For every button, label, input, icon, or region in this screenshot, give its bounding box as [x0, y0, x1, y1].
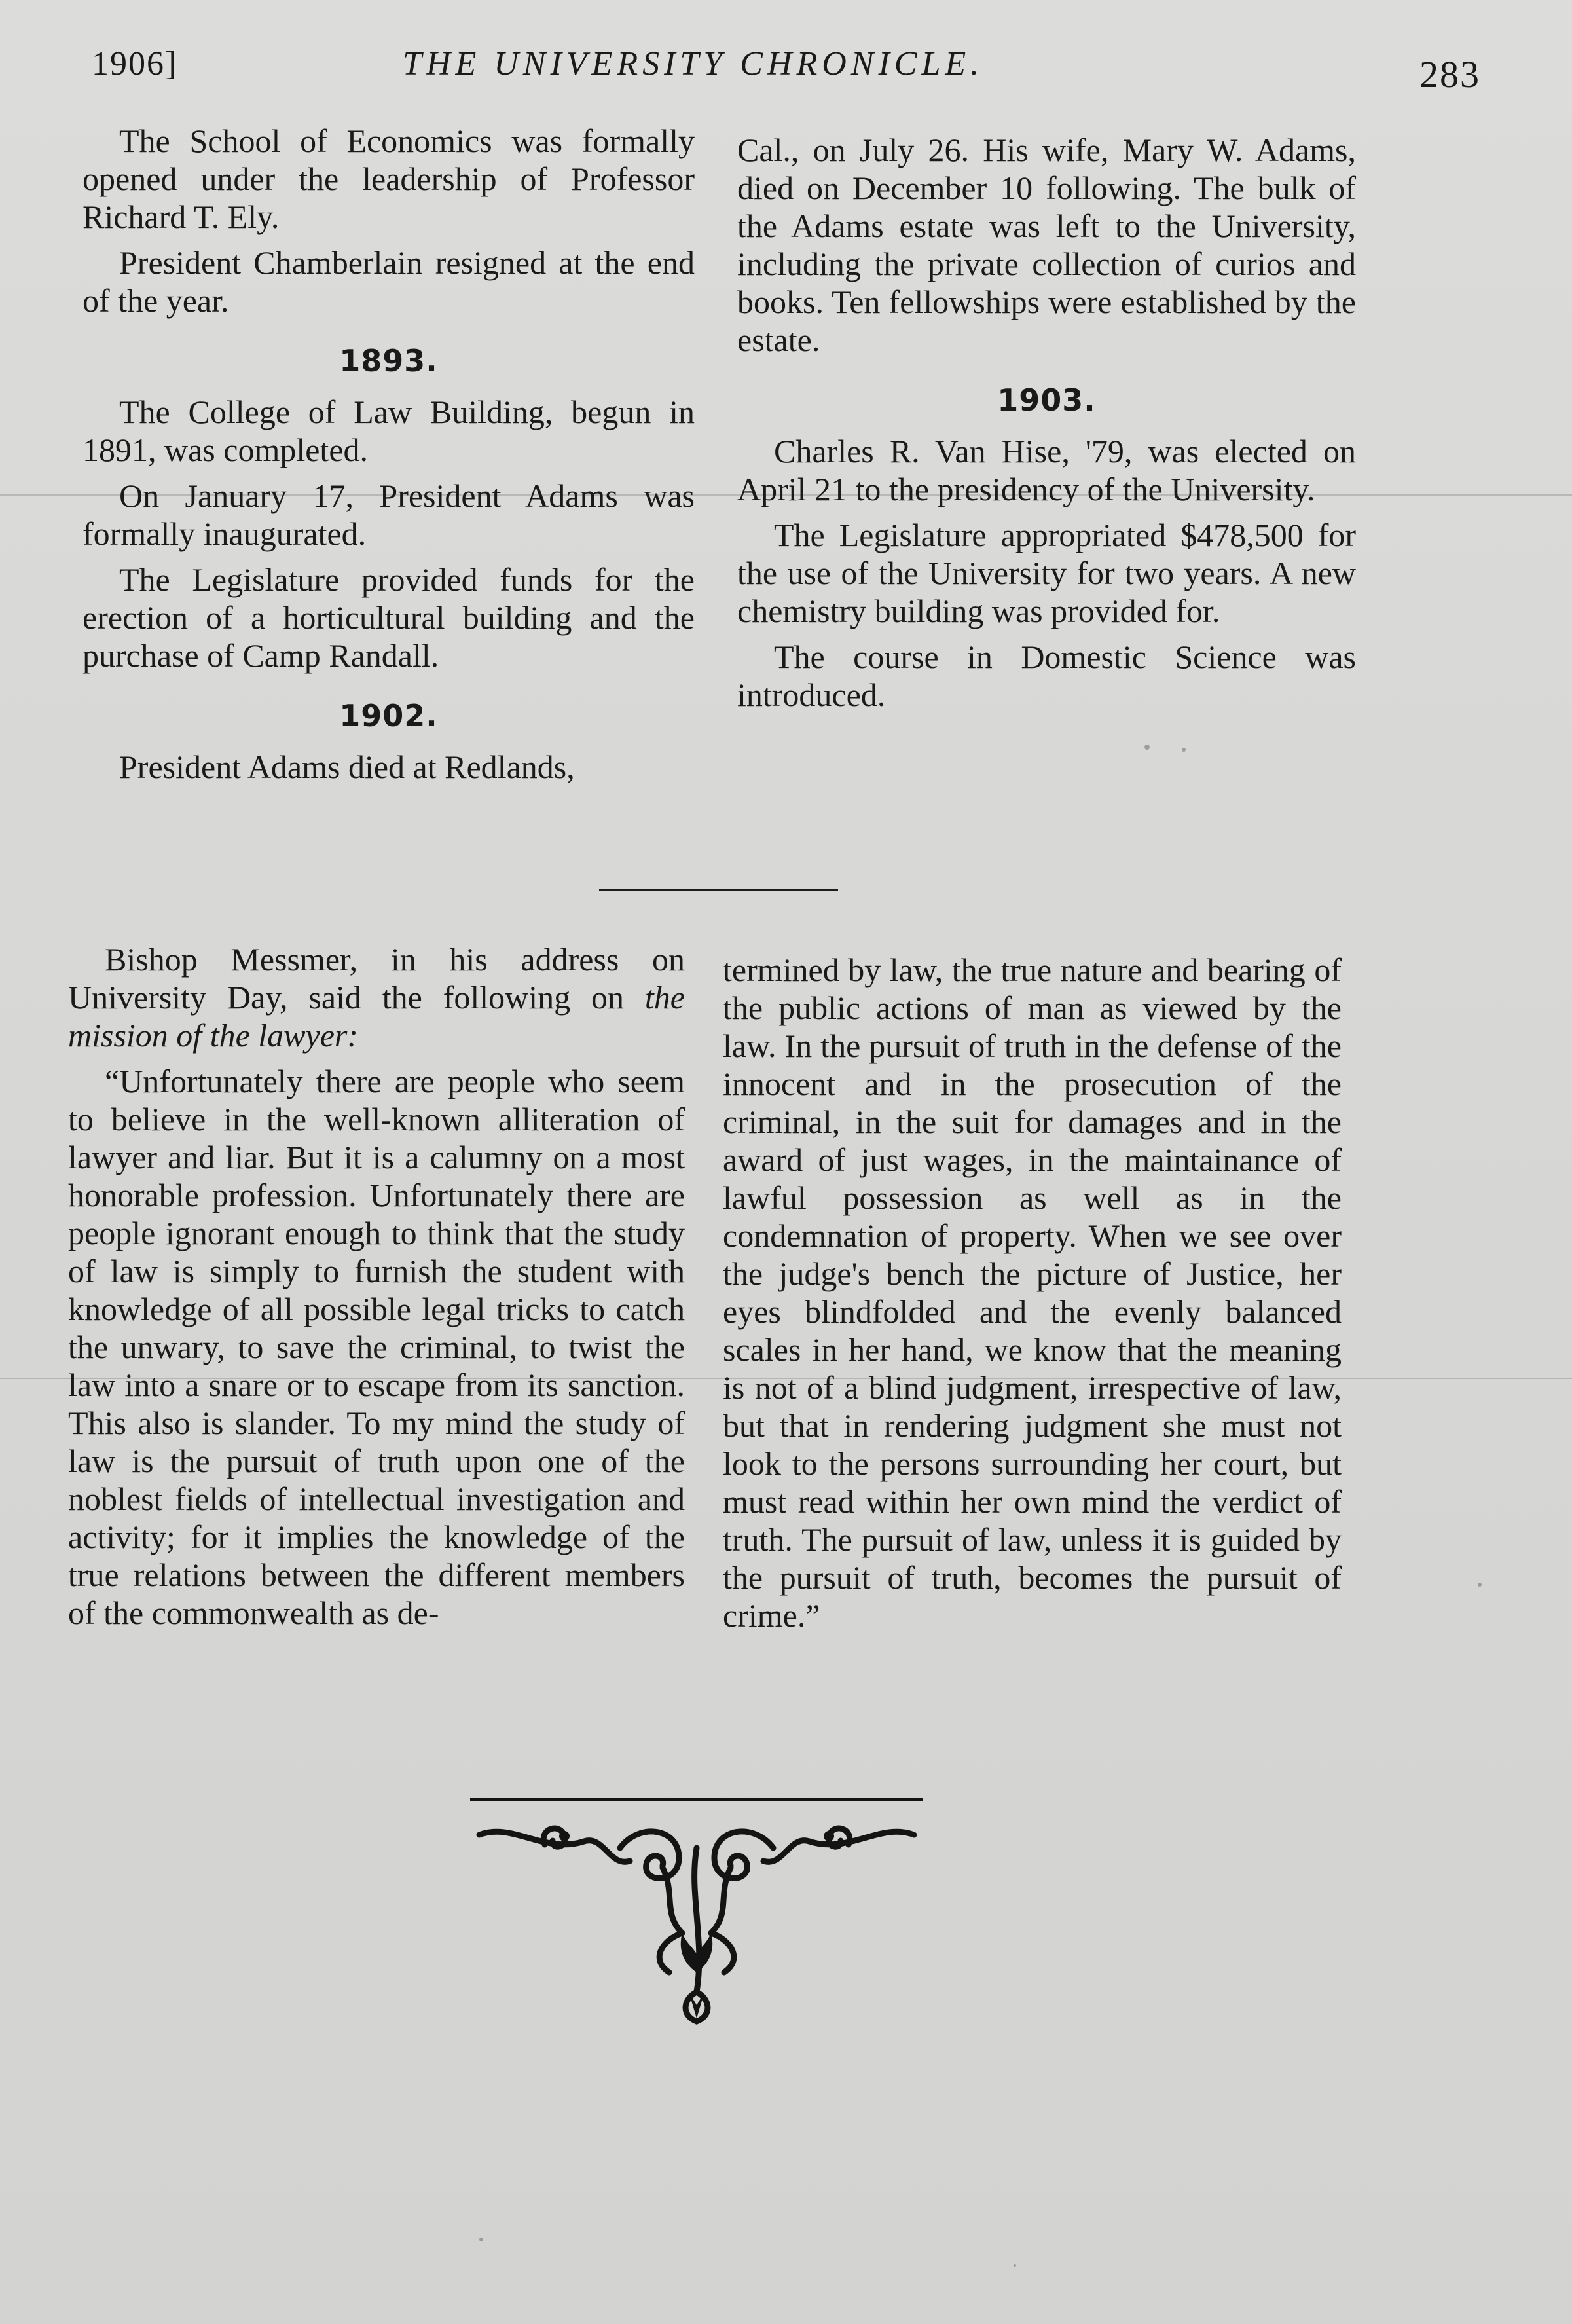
header-year: 1906]: [92, 45, 178, 83]
year-heading-1893: 1893.: [339, 343, 438, 378]
paragraph: The College of Law Building, begun in 1891, was completed.: [82, 394, 695, 468]
page-number: 283: [1419, 53, 1480, 96]
paragraph: On January 17, President Adams was formally inaugurated.: [82, 477, 695, 552]
paragraph: President Chamberlain resigned at the end of the year.: [82, 244, 695, 319]
year-heading-1903: 1903.: [997, 382, 1096, 418]
intro-text: Bishop Messmer, in his address on University Day, said the following on: [68, 941, 685, 1016]
intro-italic-topic: the mission of the lawyer:: [68, 979, 685, 1054]
paragraph: Charles R. Van Hise, '79, was elected on April 21 to the presidency of the University.: [737, 433, 1356, 507]
paragraph: The course in Domestic Science was introduced.: [737, 638, 1356, 713]
paragraph: The Legislature appropriated $478,500 for the use of the University for two years. A new chemistry building was provided for.: [737, 517, 1356, 629]
paragraph: Cal., on July 26. His wife, Mary W. Adams, died on December 10 following. The bulk of the Adams estate was left to the University, including the private collection of curios and books. Ten fellowships were established by the estate.: [737, 132, 1356, 358]
paragraph: The School of Economics was formally opened under the leadership of Professor Richard T. Ely.: [82, 122, 695, 235]
journal-title: THE UNIVERSITY CHRONICLE.: [403, 45, 984, 83]
quote-continuation: termined by law, the true nature and bearing of the public actions of man as viewed by the law. In the pursuit of truth in the defense of the innocent and in the prosecution of the criminal, in the suit for damages and in the award of just wages, in the maintainance of lawful possession as well as in the condemnation of property. When we see over the judge's bench the picture of Justice, her eyes blindfolded and the evenly balanced scales in her hand, we know that the meaning is not of a blind judgment, irrespective of law, but that in rendering judgment she must not look to the persons surrounding her court, but must read within her own mind the verdict of truth. The pursuit of law, unless it is guided by the pursuit of truth, becomes the pursuit of crime.”: [723, 951, 1342, 1634]
paragraph: President Adams died at Redlands,: [119, 748, 575, 785]
year-heading-1902: 1902.: [339, 698, 438, 733]
paragraph: The Legislature provided funds for the erection of a horticultural building and the purchase of Camp Randall.: [82, 561, 695, 674]
quote-paragraph: “Unfortunately there are people who seem to believe in the well-known alliteration of lawyer and liar. But it is a calumny on a most honorable profession. Unfortunately there are people ignorant enough to think that the study of law is simply to furnish the student with knowledge of all possible legal tricks to catch the unwary, to save the criminal, to twist the law into a snare or to escape from its sanction. This also is slander. To my mind the study of law is the pursuit of truth upon one of the noblest fields of intellectual investigation and activity; for it implies the knowledge of the true relations between the different members of the commonwealth as de-: [68, 1063, 685, 1631]
